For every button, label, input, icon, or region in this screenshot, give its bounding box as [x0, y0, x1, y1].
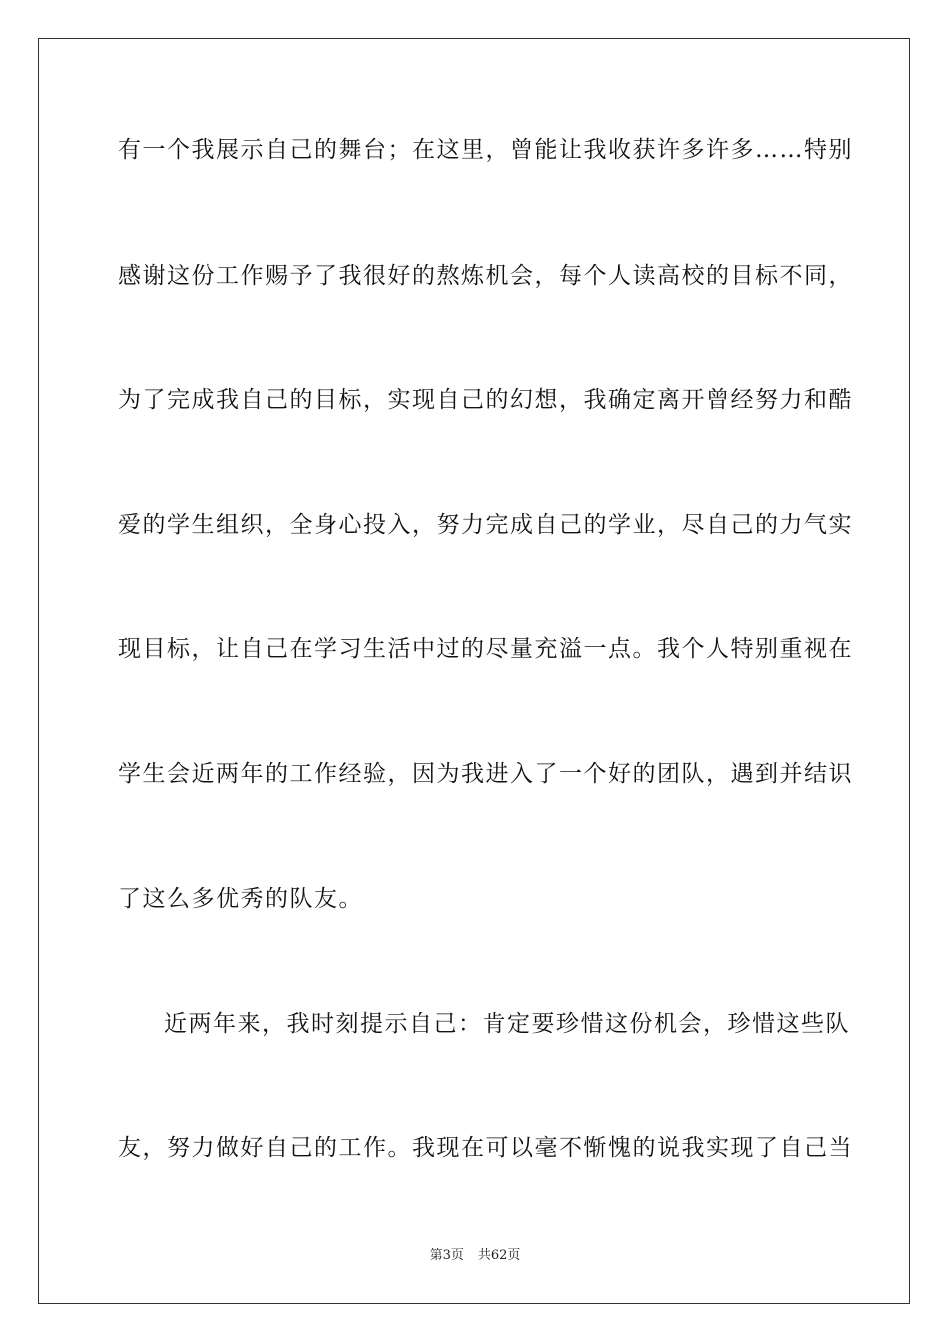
- body-text-line-7: 了这么多优秀的队友。: [118, 886, 363, 912]
- body-text-line-5: 现目标，让自己在学习生活中过的尽量充溢一点。我个人特别重视在: [118, 636, 853, 662]
- body-text-line-1: 有一个我展示自己的舞台；在这里，曾能让我收获许多许多……特别: [118, 137, 853, 163]
- body-text-line-9: 友，努力做好自己的工作。我现在可以毫不惭愧的说我实现了自己当: [118, 1135, 853, 1161]
- body-text-line-2: 感谢这份工作赐予了我很好的熬炼机会，每个人读高校的目标不同，: [118, 263, 853, 289]
- body-text-line-3: 为了完成我自己的目标，实现自己的幻想，我确定离开曾经努力和酷: [118, 387, 853, 413]
- body-text-line-6: 学生会近两年的工作经验，因为我进入了一个好的团队，遇到并结识: [118, 761, 853, 787]
- body-text-line-4: 爱的学生组织，全身心投入，努力完成自己的学业，尽自己的力气实: [118, 512, 853, 538]
- page-border: [38, 38, 910, 1304]
- page-total: 共62页: [477, 1248, 521, 1263]
- page-footer: [0, 1247, 950, 1265]
- body-text-line-8: 近两年来，我时刻提示自己：肯定要珍惜这份机会，珍惜这些队: [164, 1011, 850, 1037]
- page-number: 第3页: [429, 1248, 464, 1263]
